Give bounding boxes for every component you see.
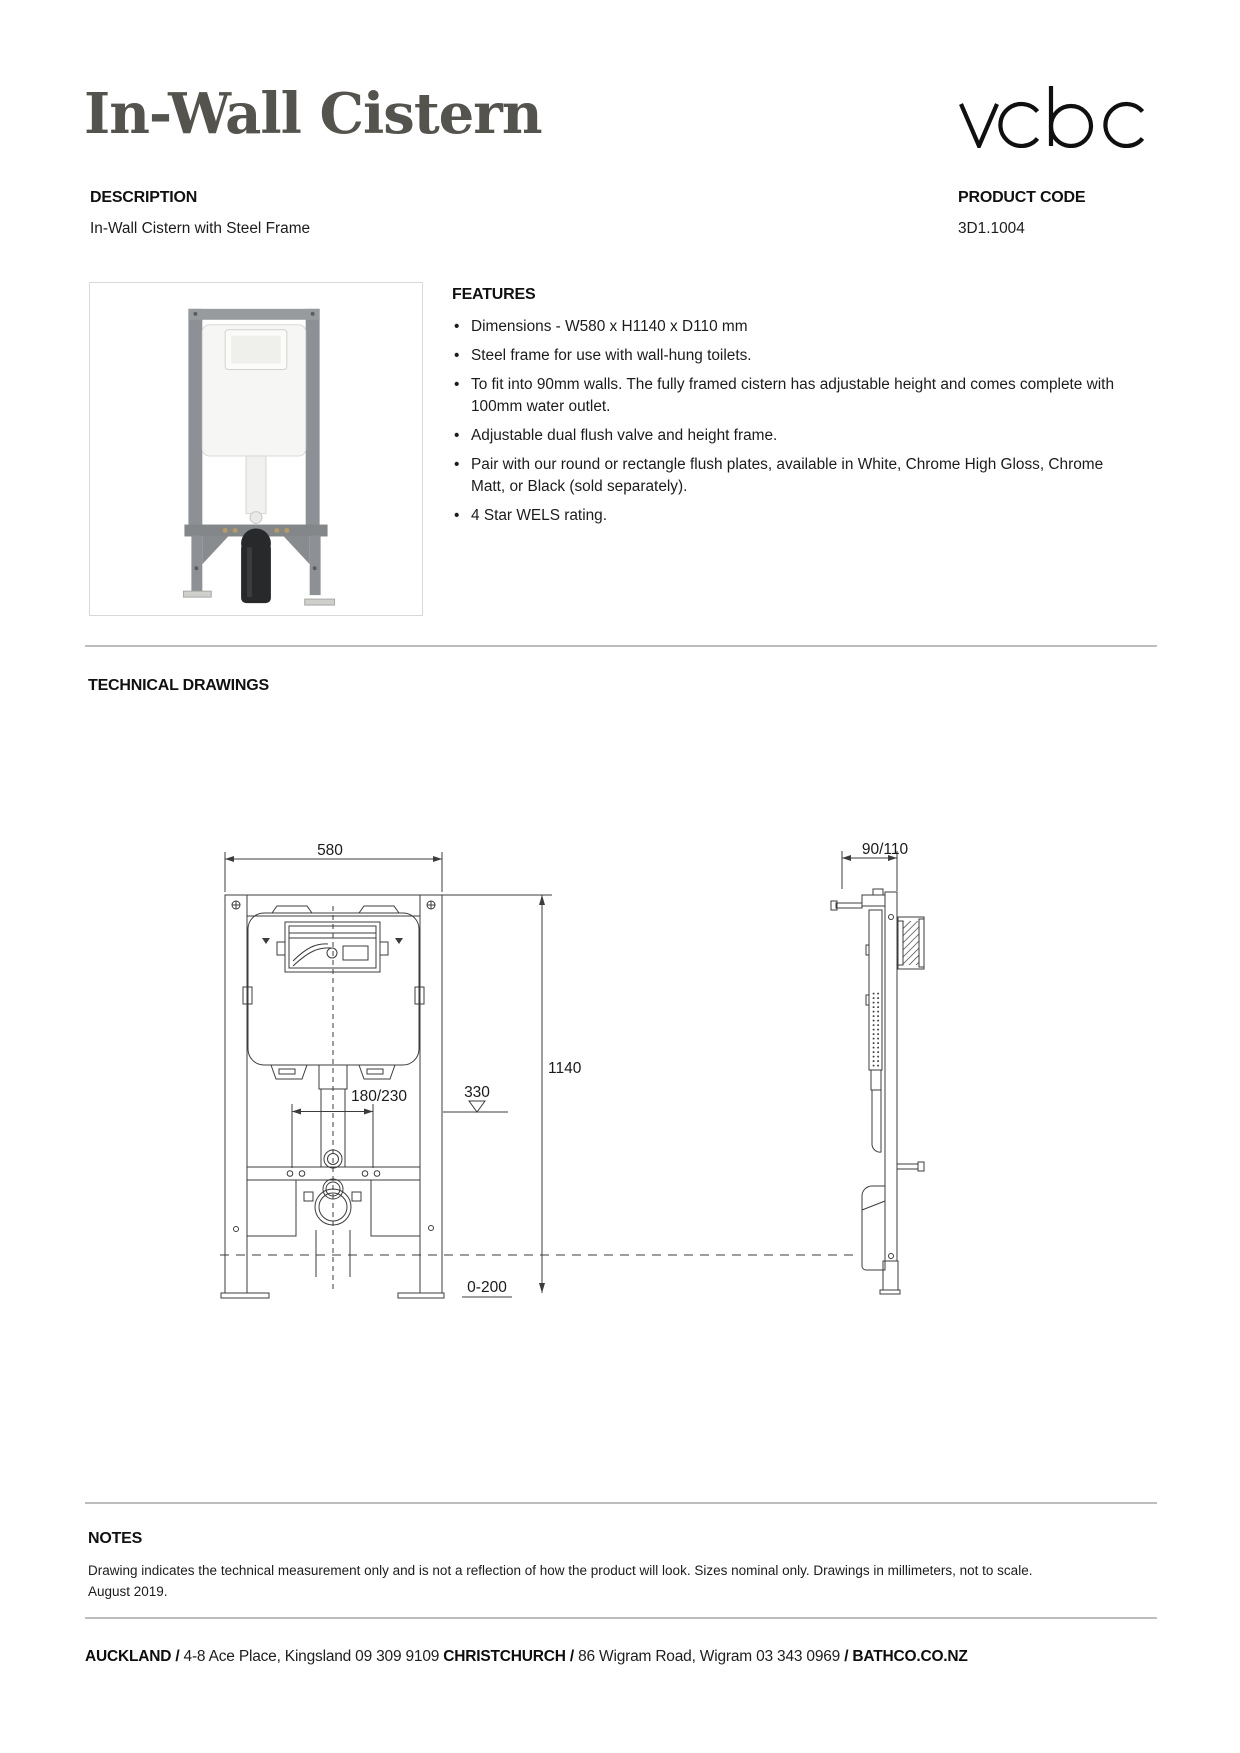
notes-date: August 2019. (88, 1584, 168, 1599)
product-code-section (958, 189, 1085, 238)
footer-auckland-label: AUCKLAND / (85, 1648, 184, 1665)
feature-item: • To fit into 90mm walls. The fully framed cistern has adjustable height and comes complete with 100mm water outlet. (452, 374, 1124, 418)
footer (85, 1648, 1157, 1666)
divider (85, 1617, 1157, 1619)
footer-christchurch-address: 86 Wigram Road, Wigram 03 343 0969 (578, 1648, 845, 1665)
feature-item: • Pair with our round or rectangle flush plates, available in White, Chrome High Gloss, Chrome Matt, or Black (sold separately). (452, 454, 1124, 498)
feature-item: • Adjustable dual flush valve and height frame. (452, 425, 1124, 447)
description-text: In-Wall Cistern with Steel Frame (90, 220, 311, 237)
front-view-drawing (220, 852, 859, 1298)
depth-dimension-label: 90/110 (861, 841, 909, 858)
page-title: In-Wall Cistern (84, 81, 542, 147)
side-view-drawing (831, 851, 924, 1294)
notes-text: Drawing indicates the technical measurement only and is not a reflection of how the product will look. Sizes nominal only. Drawings in millimeters, not to scale. (88, 1563, 1033, 1578)
product-image (90, 283, 422, 615)
outlet-level-dimension-label: 330 (464, 1084, 490, 1101)
fixing-centres-dimension-label: 180/230 (350, 1088, 408, 1105)
features-heading: FEATURES (452, 286, 536, 303)
width-dimension-label: 580 (317, 842, 343, 859)
dimension-labels (317, 841, 908, 1296)
foot-adjustment-dimension-label: 0-200 (467, 1279, 507, 1296)
product-image-box (89, 282, 423, 616)
footer-website: / BATHCO.CO.NZ (844, 1648, 968, 1665)
description-section (90, 189, 310, 238)
product-code-heading: PRODUCT CODE (958, 189, 1086, 206)
features-section (452, 286, 1124, 534)
feature-item: • 4 Star WELS rating. (452, 505, 1124, 527)
notes-heading: NOTES (88, 1530, 143, 1547)
features-list (452, 316, 1124, 527)
footer-christchurch-label: CHRISTCHURCH / (443, 1648, 579, 1665)
feature-item: • Steel frame for use with wall-hung toilets. (452, 345, 1124, 367)
footer-auckland-address: 4-8 Ace Place, Kingsland 09 309 9109 (183, 1648, 444, 1665)
vcbc-logo-icon (958, 84, 1152, 148)
notes-section (88, 1530, 1158, 1602)
vcbc-logo (958, 84, 1152, 153)
divider (85, 645, 1157, 647)
product-code-value: 3D1.1004 (958, 220, 1025, 237)
technical-drawing (80, 740, 1160, 1315)
feature-item: • Dimensions - W580 x H1140 x D110 mm (452, 316, 1124, 338)
description-heading: DESCRIPTION (90, 189, 198, 206)
divider (85, 1502, 1157, 1504)
technical-drawings-heading: TECHNICAL DRAWINGS (88, 677, 269, 694)
height-dimension-label: 1140 (548, 1060, 582, 1077)
